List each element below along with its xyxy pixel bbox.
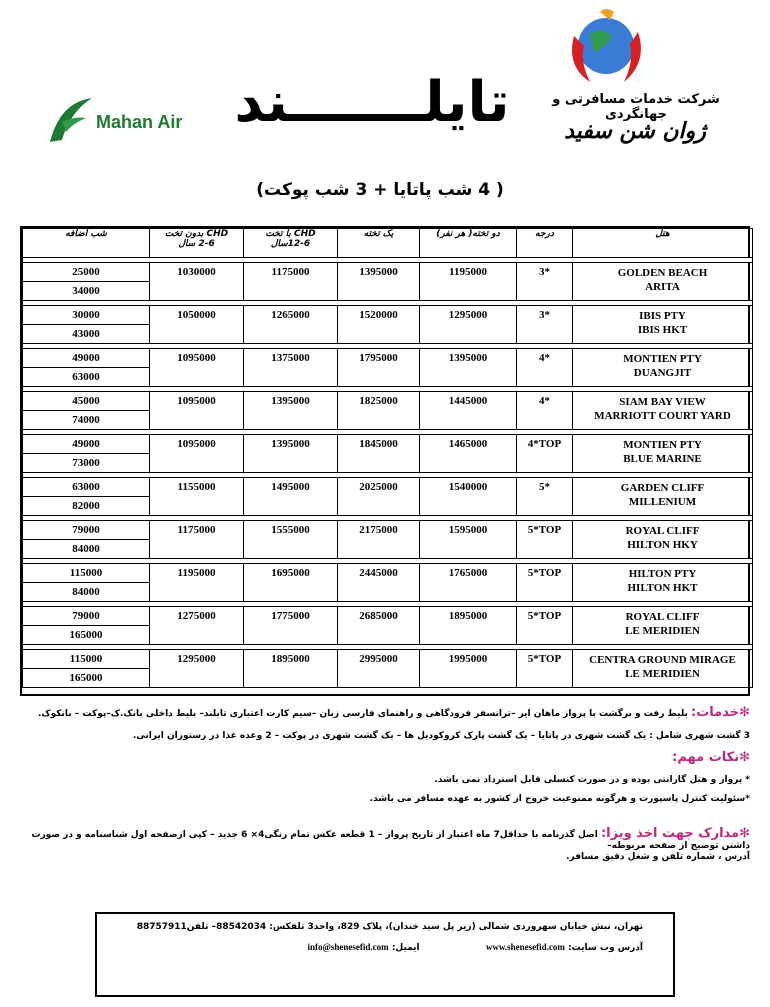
- table-row: [23, 306, 753, 325]
- hotel-name-phuket: ARITA: [645, 281, 680, 293]
- hotel-name-pattaya: ROYAL CLIFF: [625, 611, 700, 623]
- header-chd-nobed-line1: CHD بدون تخت: [164, 229, 229, 239]
- chd-nobed-price: 1275000: [150, 607, 244, 645]
- hotel-name-pattaya: GARDEN CLIFF: [620, 482, 705, 494]
- chd-bed-price: 1555000: [244, 521, 338, 559]
- hotel-grade: 4*: [517, 392, 573, 430]
- hotel-name-pattaya: GOLDEN BEACH: [617, 267, 708, 279]
- extra-night-price-2: 73000: [23, 454, 150, 473]
- mahan-air-logo-text: Mahan Air: [96, 112, 183, 132]
- hotel-names: [573, 263, 753, 301]
- visa-section: [20, 826, 750, 851]
- hotel-names: [573, 607, 753, 645]
- table-row: [23, 521, 753, 540]
- hotel-name-pattaya: IBIS PTY: [639, 310, 686, 322]
- price-table: [20, 226, 750, 696]
- double-price: 1540000: [420, 478, 517, 516]
- hotel-name-phuket: MARRIOTT COURT YARD: [594, 410, 731, 422]
- chd-bed-price: 1175000: [244, 263, 338, 301]
- hotel-name-phuket: MILLENIUM: [628, 496, 697, 508]
- hotel-names: [573, 650, 753, 688]
- header-single: یک تخته: [338, 229, 420, 258]
- chd-bed-price: 1775000: [244, 607, 338, 645]
- star-icon: ✻: [739, 705, 750, 720]
- hotel-grade: 5*TOP: [517, 650, 573, 688]
- visa-line2: آدرس ، شماره تلفن و شغل دقیق مسافر.: [566, 852, 750, 862]
- extra-night-price-1: 115000: [23, 650, 150, 669]
- extra-night-price-1: 49000: [23, 435, 150, 454]
- header-chd-bed-line2: 12-6سال: [270, 239, 311, 249]
- email-label: ایمیل:: [391, 943, 420, 953]
- single-price: 1795000: [338, 349, 420, 387]
- extra-night-price-2: 63000: [23, 368, 150, 387]
- footer-address: تهران، نبش خیابان سهروردی شمالی (زیر پل سید خندان)، پلاک 829، واحد3 تلفکس: 88542034– تلفن88757911: [136, 922, 643, 932]
- star-icon: ✻: [739, 826, 750, 841]
- extra-night-price-2: 74000: [23, 411, 150, 430]
- chd-bed-price: 1495000: [244, 478, 338, 516]
- header-chd-bed: [244, 229, 338, 258]
- chd-bed-price: 1265000: [244, 306, 338, 344]
- extra-night-price-2: 165000: [23, 669, 150, 688]
- company-brand: ژوان شن سفید: [564, 118, 706, 144]
- chd-nobed-price: 1030000: [150, 263, 244, 301]
- hotel-names: [573, 521, 753, 559]
- table-row: [23, 478, 753, 497]
- hotel-name-phuket: LE MERIDIEN: [625, 625, 700, 637]
- table-row: [23, 392, 753, 411]
- extra-night-price-2: 84000: [23, 583, 150, 602]
- table-row: [23, 435, 753, 454]
- hotel-grade: 5*TOP: [517, 607, 573, 645]
- extra-night-price-1: 45000: [23, 392, 150, 411]
- company-name: شرکت خدمات مسافرتی و جهانگردی: [552, 92, 720, 122]
- extra-night-price-2: 84000: [23, 540, 150, 559]
- hotel-name-phuket: HILTON HKT: [627, 582, 698, 594]
- extra-night-price-2: 165000: [23, 626, 150, 645]
- chd-nobed-price: 1095000: [150, 435, 244, 473]
- extra-night-price-1: 30000: [23, 306, 150, 325]
- hotel-name-pattaya: CENTRA GROUND MIRAGE: [589, 654, 736, 666]
- extra-night-price-1: 25000: [23, 263, 150, 282]
- chd-bed-price: 1695000: [244, 564, 338, 602]
- chd-nobed-price: 1050000: [150, 306, 244, 344]
- hotel-grade: 5*TOP: [517, 521, 573, 559]
- hotel-name-phuket: BLUE MARINE: [623, 453, 702, 465]
- header-grade: درجه: [517, 229, 573, 258]
- extra-night-price-1: 115000: [23, 564, 150, 583]
- single-price: 2175000: [338, 521, 420, 559]
- extra-night-price-2: 34000: [23, 282, 150, 301]
- package-subtitle: ( 4 شب پاتایا + 3 شب پوکت): [256, 180, 504, 200]
- services-section: [20, 705, 750, 720]
- double-price: 1895000: [420, 607, 517, 645]
- chd-nobed-price: 1175000: [150, 521, 244, 559]
- table-row: [23, 263, 753, 282]
- table-row: [23, 650, 753, 669]
- single-price: 2995000: [338, 650, 420, 688]
- footer-contact-box: [95, 912, 675, 997]
- important-line2: *سئولیت کنترل پاسپورت و هرگونه ممنوعیت خروج از کشور به عهده مسافر می باشد.: [369, 794, 750, 804]
- single-price: 1520000: [338, 306, 420, 344]
- visa-line1: اصل گذرنامه با حداقل7 ماه اعتبار از تاریخ پرواز – 1 قطعه عکس تمام رنگی4× 6 جدید – کپی ازصفحه اول شناسنامه و در صورت داشتن توضیح از صفحه مربوطه–: [31, 830, 750, 851]
- table-row: [23, 564, 753, 583]
- single-price: 1395000: [338, 263, 420, 301]
- page-title: تایلـــــــند: [234, 70, 510, 135]
- double-price: 1995000: [420, 650, 517, 688]
- hotel-name-phuket: DUANGJIT: [633, 367, 692, 379]
- single-price: 2445000: [338, 564, 420, 602]
- services-line2: 3 گشت شهری شامل : یک گشت شهری در پاتایا – یک گشت پارک کروکودیل ها – یک گشت شهری در پوکت – 2 وعده غذا در رستوران ایرانی.: [132, 731, 750, 741]
- double-price: 1595000: [420, 521, 517, 559]
- visa-heading: مدارک جهت اخذ ویزا:: [600, 826, 740, 841]
- header-extra-night: شب اضافه: [23, 229, 150, 258]
- hotel-name-pattaya: MONTIEN PTY: [623, 439, 702, 451]
- single-price: 1845000: [338, 435, 420, 473]
- important-section: [20, 750, 750, 765]
- hotel-name-pattaya: SIAM BAY VIEW: [619, 396, 706, 408]
- hotel-names: [573, 478, 753, 516]
- header-double: دو تخته( هر نفر): [420, 229, 517, 258]
- website-label: آدرس وب سایت:: [568, 943, 643, 953]
- star-icon: ✻: [739, 750, 750, 765]
- chd-nobed-price: 1295000: [150, 650, 244, 688]
- chd-bed-price: 1895000: [244, 650, 338, 688]
- single-price: 1825000: [338, 392, 420, 430]
- double-price: 1465000: [420, 435, 517, 473]
- important-heading: نکات مهم:: [672, 750, 740, 765]
- extra-night-price-1: 49000: [23, 349, 150, 368]
- hotel-name-phuket: HILTON HKY: [627, 539, 698, 551]
- company-logo-icon: [560, 6, 652, 94]
- chd-nobed-price: 1095000: [150, 349, 244, 387]
- chd-nobed-price: 1095000: [150, 392, 244, 430]
- single-price: 2025000: [338, 478, 420, 516]
- hotel-grade: 4*: [517, 349, 573, 387]
- header-chd-nobed: [150, 229, 244, 258]
- double-price: 1295000: [420, 306, 517, 344]
- table-row: [23, 607, 753, 626]
- chd-bed-price: 1375000: [244, 349, 338, 387]
- chd-bed-price: 1395000: [244, 435, 338, 473]
- hotel-name-pattaya: MONTIEN PTY: [623, 353, 702, 365]
- hotel-grade: 3*: [517, 306, 573, 344]
- double-price: 1195000: [420, 263, 517, 301]
- hotel-grade: 5*TOP: [517, 564, 573, 602]
- chd-bed-price: 1395000: [244, 392, 338, 430]
- extra-night-price-1: 79000: [23, 607, 150, 626]
- hotel-names: [573, 306, 753, 344]
- important-line1: * پرواز و هتل گارانتی بوده و در صورت کنسلی قابل استرداد نمی باشد.: [434, 775, 750, 785]
- hotel-grade: 3*: [517, 263, 573, 301]
- header-hotel: هتل: [573, 229, 753, 258]
- website-link[interactable]: www.shenesefid.com: [485, 942, 565, 952]
- header-chd-nobed-line2: 2-6 سال: [178, 239, 215, 249]
- double-price: 1765000: [420, 564, 517, 602]
- services-heading: خدمات:: [691, 705, 740, 720]
- hotel-names: [573, 349, 753, 387]
- hotel-names: [573, 435, 753, 473]
- services-line1: بلیط رفت و برگشت با پرواز ماهان ایر –ترانسفر فرودگاهی و راهنمای فارسی زبان –سیم کارت اعتباری تایلند– بلیط داخلی بانک.ک–پوکت – بانکوک.: [38, 709, 688, 719]
- hotel-grade: 5*: [517, 478, 573, 516]
- double-price: 1395000: [420, 349, 517, 387]
- extra-night-price-1: 79000: [23, 521, 150, 540]
- chd-nobed-price: 1155000: [150, 478, 244, 516]
- hotel-names: [573, 564, 753, 602]
- hotel-grade: 4*TOP: [517, 435, 573, 473]
- email-link[interactable]: info@shenesefid.com: [307, 942, 389, 952]
- chd-nobed-price: 1195000: [150, 564, 244, 602]
- hotel-name-phuket: LE MERIDIEN: [625, 668, 700, 680]
- double-price: 1445000: [420, 392, 517, 430]
- table-header-row: [23, 229, 753, 258]
- extra-night-price-1: 63000: [23, 478, 150, 497]
- table-row: [23, 349, 753, 368]
- hotel-name-pattaya: ROYAL CLIFF: [625, 525, 700, 537]
- extra-night-price-2: 43000: [23, 325, 150, 344]
- hotel-name-pattaya: HILTON PTY: [628, 568, 697, 580]
- hotel-names: [573, 392, 753, 430]
- hotel-name-phuket: IBIS HKT: [637, 324, 688, 336]
- single-price: 2685000: [338, 607, 420, 645]
- extra-night-price-2: 82000: [23, 497, 150, 516]
- header-chd-bed-line1: CHD با تخت: [265, 229, 316, 239]
